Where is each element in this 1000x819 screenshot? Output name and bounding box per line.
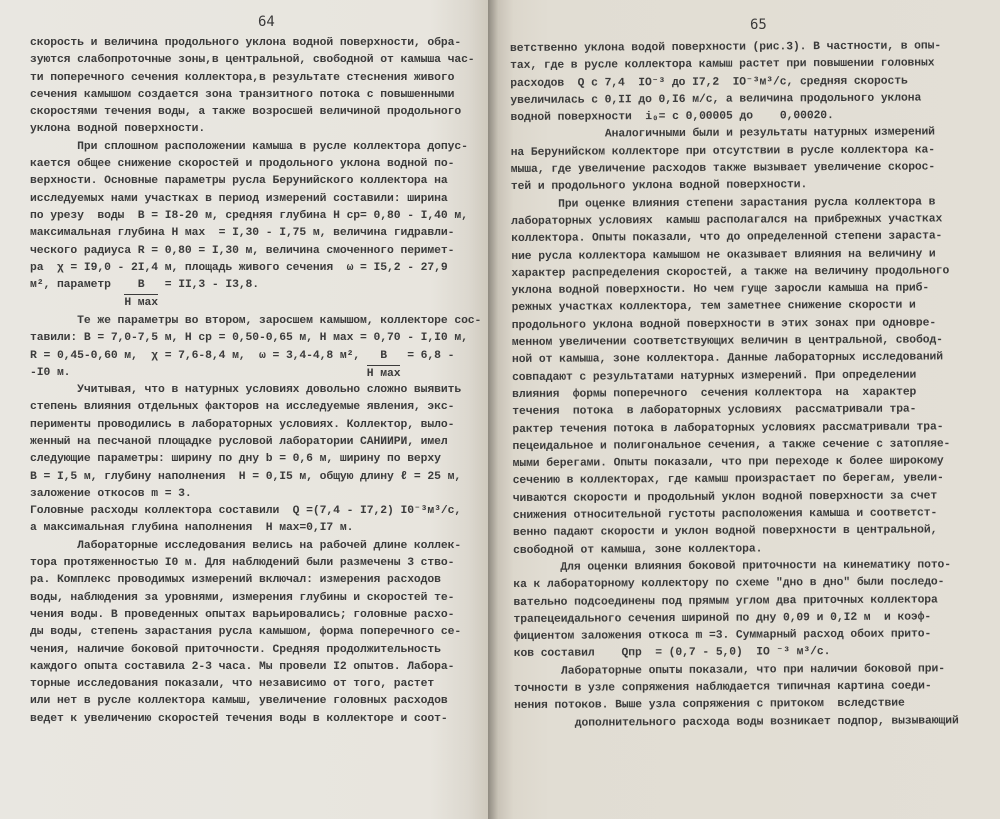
text-line-content: увеличилась с 0,II до 0,I6 м/с, а величина продольного уклона — [510, 92, 922, 107]
text-line-content: совпадают с результатами натурных измерений. При определении — [512, 369, 917, 384]
text-line-content: сечения камышом создается зона транзитного потока с повышенными — [30, 88, 455, 101]
text-line — [30, 572, 481, 589]
text-line-content: ра. Комплекс проводимых измерений включал: измерения расходов — [30, 574, 441, 587]
text-line-content: чения, наличие боковой приточности. Средняя продолжительность — [30, 643, 441, 656]
text-line-content: рактер течения потока в лабораторных условиях рассматривали тра- — [512, 420, 944, 436]
text-line-content: воды, наблюдения за уровнями, измерения глубины и скоростей те- — [30, 591, 455, 604]
text-line-content: режных участках коллектора, тем заметнее снижение скорости и — [511, 299, 916, 315]
text-line — [30, 156, 481, 173]
text-line-content: ков составил Qпр = (0,7 - 5,0) IO ⁻³ м³/с. — [513, 646, 831, 661]
text-line-content: менном увеличении соответствующих величин в центральной, свобод- — [511, 334, 943, 350]
text-line-content: коллектора. Опыты показали, что до определенной степени зараста- — [511, 230, 943, 246]
text-line — [30, 382, 481, 399]
page-body-text — [30, 35, 481, 728]
text-line — [510, 90, 955, 110]
text-line-content: продольного уклона водной поверхности в этих зонах при одновре- — [511, 317, 937, 332]
text-line-content: свободной от камыша, зоне коллектора. — [513, 543, 763, 557]
text-line-content: м², параметр — [30, 279, 125, 292]
text-line-content: влияния формы поперечного сечения коллектора на характер — [512, 386, 917, 401]
text-line — [30, 469, 481, 486]
text-line-content: тей и продольного уклона водной поверхности. — [510, 179, 808, 194]
text-line — [30, 399, 481, 416]
text-line — [30, 659, 481, 676]
text-line-content: При оценке влияния степени зарастания русла коллектора в — [510, 196, 936, 211]
text-line — [514, 713, 959, 733]
text-line — [30, 624, 481, 641]
text-line — [30, 693, 481, 710]
text-line — [30, 139, 481, 156]
text-line — [512, 350, 957, 370]
page-number: 64 — [258, 14, 275, 30]
text-line-content: тора протяженностью I0 м. Для наблюдений были размечены 3 ство- — [30, 557, 455, 570]
text-line-content: чения воды. В проведенных опытах варьировались; головные расхо- — [30, 608, 455, 621]
text-line — [511, 229, 956, 249]
text-line-content: лабораторных условиях камыш располагался на прибрежных участках — [511, 213, 943, 228]
text-line — [30, 434, 481, 451]
text-line — [30, 191, 481, 208]
text-line-content: вательно подсоединены под прямым углом два приточных коллектора — [513, 593, 938, 609]
text-line-content: скорость и величина продольного уклона водной поверхности, обра- — [30, 37, 462, 49]
text-line-content: дополнительного расхода воды возникает подпор, вызывающий — [514, 714, 959, 730]
text-line-content: точности в узле сопряжения наблюдается типичная картина соеди- — [513, 680, 932, 695]
text-line — [30, 121, 481, 138]
text-line — [30, 486, 481, 503]
text-line-content: перименты проводились в лабораторных условиях. Коллектор, выло- — [30, 418, 455, 431]
text-line-content: ка к лабораторному коллектору по схеме "дно в дно" были последо- — [513, 576, 945, 592]
text-line-content: ческого радиуса R = 0,80 = I,30 м, величина смоченного перимет- — [30, 244, 455, 257]
text-line-content: расходов Q с 7,4 IO⁻³ до I7,2 IO⁻³м³/с, средняя скорость — [510, 75, 908, 90]
text-line — [514, 626, 959, 646]
text-line-content: уклона водной поверхности. — [30, 123, 206, 136]
text-line-content: ветственно уклона водой поверхности (рис.3). В частности, в опы- — [510, 40, 942, 55]
text-line-content: нения потоков. Выше узла сопряжения с притоком вследствие — [514, 697, 905, 713]
fraction-denominator: Н мах — [124, 297, 158, 310]
text-line — [513, 574, 958, 594]
text-line-content: характер распределения скоростей, а также на величину продольного — [511, 265, 950, 280]
right-page — [488, 0, 1000, 819]
fraction-b-over-hmax — [367, 348, 401, 384]
text-line — [511, 159, 956, 179]
text-line-content: исследуемых нами участках в период измерений составили: ширина — [30, 192, 448, 205]
text-line-content: Аналогичными были и результаты натурных измерений — [510, 126, 935, 142]
text-line-content: скоростями течения воды, а также возросшей величиной продольного — [30, 106, 462, 119]
text-line — [30, 520, 481, 537]
text-line — [30, 642, 481, 659]
text-line — [30, 243, 481, 260]
text-line-content: При сплошном расположении камыша в русле коллектора допус- — [30, 140, 468, 153]
text-line — [30, 676, 481, 693]
text-line — [513, 523, 958, 543]
text-line-content: или нет в русле коллектора камыш, увеличение головных расходов — [30, 695, 448, 708]
text-line — [30, 104, 481, 121]
text-line-content: фициентом заложения откоса m =3. Суммарный расход обоих прито- — [513, 628, 932, 644]
text-line-content: Учитывая, что в натурных условиях довольно сложно выявить — [30, 384, 462, 397]
text-line-content: сечению в коллекторах, где камыш произрастает по берегам, увели- — [512, 472, 944, 488]
text-line — [30, 208, 481, 225]
text-line-content: на Берунийском коллекторе при отсутствии в русле коллектора ка- — [510, 144, 936, 159]
text-line-content: Лабораторные опыты показали, что при наличии боковой при- — [513, 663, 945, 678]
text-line — [30, 173, 481, 190]
text-line-content: по урезу воды В = I8-20 м, средняя глубина Н ср= 0,80 - I,40 м, — [30, 209, 468, 222]
text-line — [30, 417, 481, 434]
text-line-content: мыми берегами. Опыты показали, что при переходе к более широкому — [512, 455, 944, 471]
text-line-content: мыша, где увеличение расходов также вызывает увеличение скорос- — [510, 161, 936, 177]
text-line-tail: = 6,8 - — [400, 349, 455, 362]
text-line — [30, 313, 481, 330]
text-line-content: R = 0,45-0,60 м, χ = 7,6-8,4 м, ω = 3,4-4,8 м², — [30, 349, 367, 362]
text-line-content: степень влияния отдельных факторов на исследуемые явления, экс- — [30, 401, 455, 414]
text-line-content: В = I,5 м, глубину наполнения Н = 0,I5 м, общую длину ℓ = 25 м, — [30, 470, 462, 483]
text-line — [30, 590, 481, 607]
text-line — [30, 70, 481, 87]
text-line-content: кается общее снижение скоростей и продольного уклона водной по- — [30, 158, 455, 171]
text-line-content: Те же параметры во втором, заросшем камышом, коллекторе сос- — [30, 315, 482, 328]
text-line-content: венно падают скорости и уклон водной поверхности в центральной, — [512, 524, 938, 540]
text-line-content: ние русла коллектора камышом не оказывает влияния на величину и — [511, 247, 936, 263]
text-line — [30, 225, 481, 242]
text-line — [510, 56, 955, 76]
text-line — [30, 711, 481, 728]
text-line-content: каждого опыта составила 2-3 часа. Мы провели I2 опытов. Лабора- — [30, 660, 455, 673]
text-line — [30, 35, 481, 52]
text-line-content: верхности. Основные параметры русла Берунийского коллектора на — [30, 175, 448, 188]
text-line — [30, 451, 481, 468]
text-line — [30, 260, 481, 277]
text-line-content: торные исследования показали, что независимо от того, растет — [30, 678, 435, 691]
fraction-numerator: B — [367, 348, 401, 366]
text-line-content: снижения относительной густоты расположения камыша и соответст- — [512, 507, 938, 523]
text-line-content: чиваются скорости и продольный уклон водной поверхности за счет — [512, 490, 938, 505]
text-line-content: Головные расходы коллектора составили Q =(7,4 - I7,2) I0⁻³м³/с, — [30, 505, 462, 518]
text-line-content: уклона водной поверхности. Но чем гуще заросли камыша на приб- — [511, 282, 930, 298]
text-line — [514, 696, 959, 716]
text-line-content: а максимальная глубина наполнения Н мах=0,I7 м. — [30, 522, 354, 535]
page-body-text — [510, 38, 959, 733]
left-page — [0, 0, 488, 819]
text-line-content: ти поперечного сечения коллектора,в результате стеснения живого — [30, 71, 455, 84]
text-line — [30, 277, 481, 313]
text-line-content: Лабораторные исследования велись на рабочей длине коллек- — [30, 539, 462, 552]
text-line — [30, 538, 481, 555]
text-line-content: ды воды, степень зарастания русла камышом, форма поперечного се- — [30, 626, 462, 639]
text-line-content: следующие параметры: ширину по дну b = 0,6 м, ширину по верху — [30, 453, 441, 466]
text-line — [30, 330, 481, 347]
text-line-tail: = II,3 - I3,8. — [158, 279, 260, 292]
text-line — [30, 607, 481, 624]
text-line-content: ведет к увеличению скоростей течения воды в коллекторе и соот- — [30, 712, 448, 725]
text-line — [30, 348, 481, 382]
text-line — [512, 402, 957, 422]
text-line-content: водной поверхности i₀= с 0,00005 до 0,00020. — [510, 110, 834, 125]
text-line-content: тавили: В = 7,0-7,5 м, Н ср = 0,50-0,65 м, Н мах = 0,70 - I,I0 м, — [30, 332, 468, 345]
text-line-content: Для оценки влияния боковой приточности на кинематику пото- — [513, 559, 952, 574]
text-line — [30, 87, 481, 104]
text-line-content: тах, где в русле коллектора камыш растет при повышении головных — [510, 57, 935, 73]
text-line-content: трапецеидального сечения шириной по дну 0,09 и 0,I2 м и коэф- — [513, 611, 932, 626]
text-line-content: ной от камыша, зоне коллектора. Данные лабораторных исследований — [511, 351, 944, 367]
page-number: 65 — [750, 17, 767, 33]
fraction-b-over-hmax — [124, 277, 158, 313]
text-line — [30, 503, 481, 520]
text-line-content: течения потока в лабораторных условиях рассматривали тра- — [512, 403, 917, 419]
text-line-content: женный на песчаной площадке русловой лаборатории САНИИРИ, имел — [30, 435, 448, 448]
fraction-denominator: Н мах — [366, 368, 401, 381]
text-line-content: зуются слабопроточные зоны,в центральной, свободной от камыша час- — [30, 54, 475, 67]
text-line-content: пецеидальное и полигональное сечения, а также сечение с затопляе- — [512, 438, 951, 453]
text-line-content: заложение откосов m = 3. — [30, 487, 192, 500]
text-line-content: максимальная глубина Н мах = I,30 - I,75 м, величина гидравли- — [30, 227, 455, 240]
text-line: -I0 м. — [30, 366, 71, 379]
text-line — [30, 555, 481, 572]
text-line — [30, 52, 481, 69]
text-line-content: ра χ = I9,0 - 2I,4 м, площадь живого сечения ω = I5,2 - 27,9 — [30, 261, 448, 274]
fraction-numerator: B — [124, 277, 158, 295]
